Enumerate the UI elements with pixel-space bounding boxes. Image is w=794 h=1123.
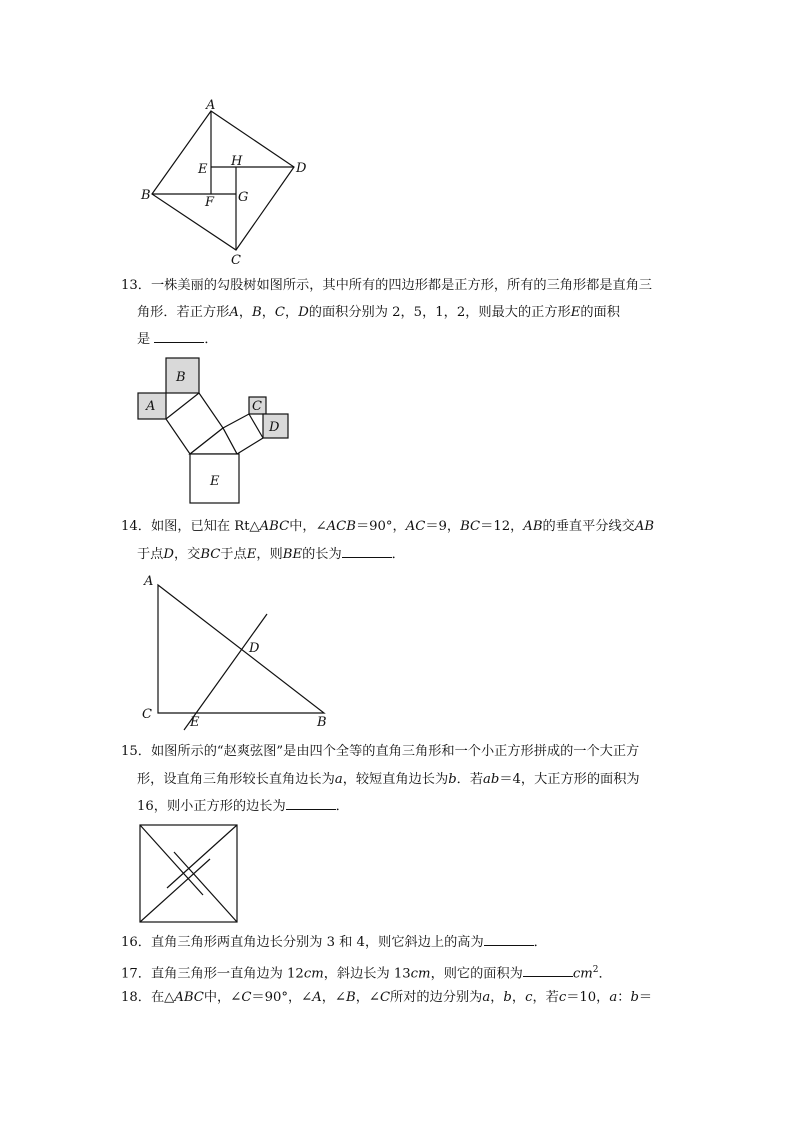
triangle-abc: [158, 585, 324, 713]
outer-square: [152, 111, 294, 250]
label-a: A: [144, 574, 154, 589]
q18-line: 18．在△ABC中，∠C＝90°，∠A，∠B，∠C所对的边分别为a，b，c，若c＝10，a：b＝: [121, 990, 653, 1005]
question-number: 18．: [121, 990, 151, 1005]
answer-blank: [286, 797, 336, 810]
q15-line2: 形，设直角三角形较长直角边长为a，较短直角边长为b．若ab＝4，大正方形的面积为: [137, 772, 640, 787]
label-e: E: [190, 715, 200, 730]
question-number: 16．: [121, 935, 151, 950]
label-d: D: [296, 161, 307, 176]
q14-line1: 14．如图，已知在 Rt△ABC中，∠ACB＝90°，AC＝9，BC＝12，AB的垂直平分线交AB: [121, 519, 655, 534]
q15-line1: 15．如图所示的“赵爽弦图”是由四个全等的直角三角形和一个小正方形拼成的一个大正方: [121, 744, 640, 759]
big-square: [140, 825, 237, 922]
label-c: C: [142, 707, 152, 722]
answer-blank: [484, 933, 534, 946]
label-c: C: [252, 399, 262, 414]
figure-right-triangle: [135, 570, 335, 735]
q17-line: 17．直角三角形一直角边为 12cm，斜边长为 13cm，则它的面积为 $cm^2$．: [121, 965, 612, 982]
label-e: E: [210, 474, 220, 489]
q13-line1: 13．一株美丽的勾股树如图所示，其中所有的四边形都是正方形，所有的三角形都是直角三: [121, 278, 653, 293]
question-number: 14．: [121, 519, 151, 534]
label-a: A: [146, 399, 156, 414]
q13-line2: 角形．若正方形A，B，C，D的面积分别为 2，5，1，2，则最大的正方形E的面积: [137, 305, 620, 320]
q13-line3: 是 ．: [137, 332, 218, 347]
label-b: B: [141, 188, 151, 203]
q16-line: 16．直角三角形两直角边长分别为 3 和 4，则它斜边上的高为 ．: [121, 935, 547, 950]
label-d: D: [269, 420, 280, 435]
question-number: 15．: [121, 744, 151, 759]
question-number: 17．: [121, 966, 151, 982]
answer-blank: [523, 964, 573, 977]
label-d: D: [249, 641, 260, 656]
label-h: H: [231, 154, 243, 169]
question-number: 13．: [121, 278, 151, 293]
figure-zhao-shuang: [135, 820, 245, 930]
q15-line3: 16，则小正方形的边长为 ．: [137, 799, 349, 814]
q14-line2: 于点D，交BC于点E，则BE的长为 ．: [137, 547, 405, 562]
figure-pythagoras-tree: [135, 355, 295, 507]
label-b: B: [176, 370, 186, 385]
label-e: E: [198, 162, 208, 177]
label-b: B: [317, 715, 327, 730]
label-f: F: [205, 195, 215, 210]
answer-blank: [154, 330, 204, 343]
label-c: C: [231, 253, 241, 267]
figure-square-abcd: [135, 95, 315, 267]
answer-blank: [342, 545, 392, 558]
label-g: G: [238, 190, 249, 205]
label-a: A: [206, 98, 216, 113]
